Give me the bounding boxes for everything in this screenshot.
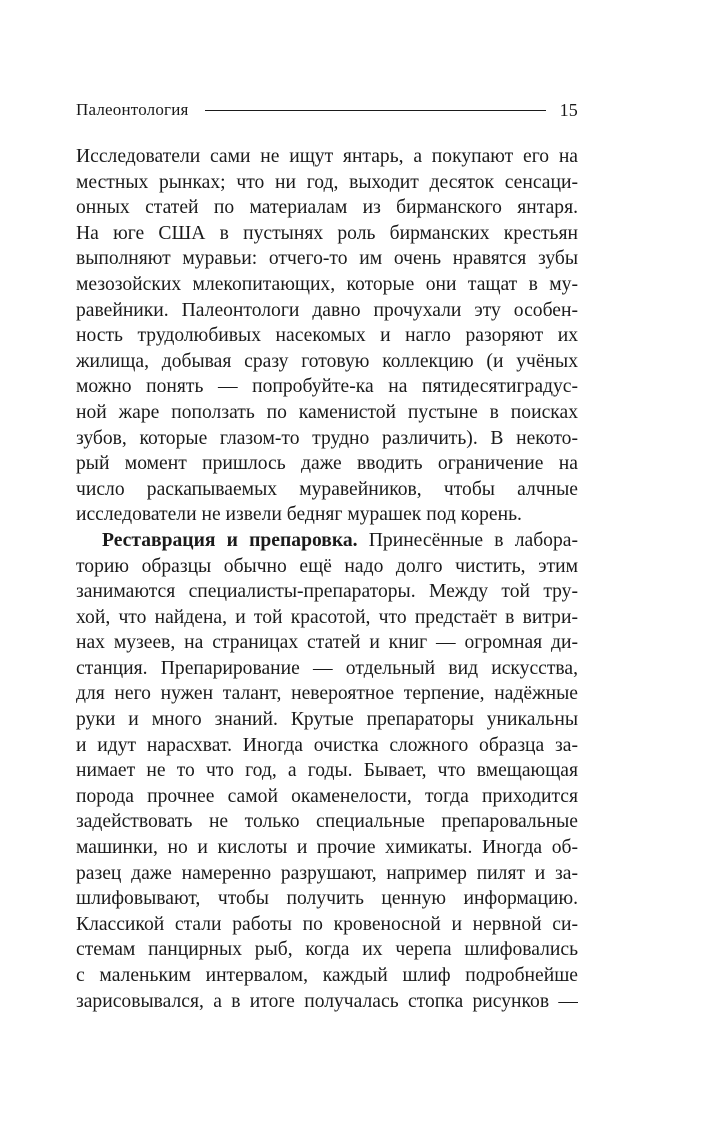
text-line: занимаются специалисты-препараторы. Между той тру- xyxy=(76,581,578,603)
text-line: стемам панцирных рыб, когда их черепа шлифовались xyxy=(76,939,578,961)
text-line: зубов, которые глазом-то трудно различить). В некото- xyxy=(76,427,578,449)
text-line: шлифовывают, чтобы получить ценную информацию. xyxy=(76,888,578,910)
text-line: и идут нарасхват. Иногда очистка сложного образца за- xyxy=(76,734,578,756)
text-line: зарисовывался, а в итоге получалась стопка рисунков — xyxy=(76,990,578,1012)
page-number: 15 xyxy=(559,99,578,120)
text-line: онных статей по материалам из бирманского янтаря. xyxy=(76,197,578,219)
text-line: с маленьким интервалом, каждый шлиф подробнейше xyxy=(76,965,578,986)
text-line: станция. Препарирование — отдельный вид искусства, xyxy=(76,657,578,679)
paragraph-amber xyxy=(76,144,578,528)
text-line: Классикой стали работы по кровеносной и нервной си- xyxy=(76,913,578,935)
text-line: жилища, добывая сразу готовую коллекцию (и учёных xyxy=(76,350,578,372)
heading-line-rest: Принесённые в лабора- xyxy=(357,529,578,551)
text-line: для него нужен талант, невероятное терпение, надёжные xyxy=(76,683,578,705)
text-line: хой, что найдена, и той красотой, что предстаёт в витри- xyxy=(76,606,578,628)
text-line: порода прочнее самой окаменелости, тогда приходится xyxy=(76,785,578,807)
text-line: разец даже намеренно разрушают, например пилят и за- xyxy=(76,862,578,884)
text-line: На юге США в пустынях роль бирманских крестьян xyxy=(76,222,578,244)
text-line: Исследователи сами не ищут янтарь, а покупают его на xyxy=(76,146,578,167)
paragraph-first-line xyxy=(76,528,578,554)
text-line: руки и много знаний. Крутые препараторы уникальны xyxy=(76,709,578,731)
text-line: торию образцы обычно ещё надо долго чистить, этим xyxy=(76,555,578,577)
section-heading: Реставрация и препаровка. xyxy=(102,529,358,551)
text-line: выполняют муравьи: отчего-то им очень нравятся зубы xyxy=(76,248,578,270)
section-title: Палеонтология xyxy=(76,100,189,119)
text-line: можно понять — попробуйте-ка на пятидесятиградус- xyxy=(76,376,578,398)
text-line: мезозойских млекопитающих, которые они тащат в му- xyxy=(76,273,578,295)
text-line: задействовать не только специальные препаровальные xyxy=(76,811,578,833)
text-line: нимает не то что год, а годы. Бывает, что вмещающая xyxy=(76,760,578,782)
paragraph-restoration xyxy=(76,528,578,1014)
text-line: ность трудолюбивых насекомых и нагло разоряют их xyxy=(76,325,578,347)
text-line: местных рынках; что ни год, выходит десяток сенсаци- xyxy=(76,171,578,193)
header-rule xyxy=(205,110,546,111)
text-line: рый момент пришлось даже вводить ограничение на xyxy=(76,453,578,475)
running-header xyxy=(76,97,578,123)
text-line: равейники. Палеонтологи давно прочухали эту особен- xyxy=(76,299,578,321)
text-line: машинки, но и кислоты и прочие химикаты. Иногда об- xyxy=(76,837,578,859)
text-line: ной жаре поползать по каменистой пустыне в поисках xyxy=(76,401,578,423)
text-line: исследователи не извели бедняг мурашек под корень. xyxy=(76,504,522,526)
body-text xyxy=(76,144,578,1014)
text-line: число раскапываемых муравейников, чтобы алчные xyxy=(76,478,578,500)
text-line: нах музеев, на страницах статей и книг — огромная ди- xyxy=(76,632,578,654)
